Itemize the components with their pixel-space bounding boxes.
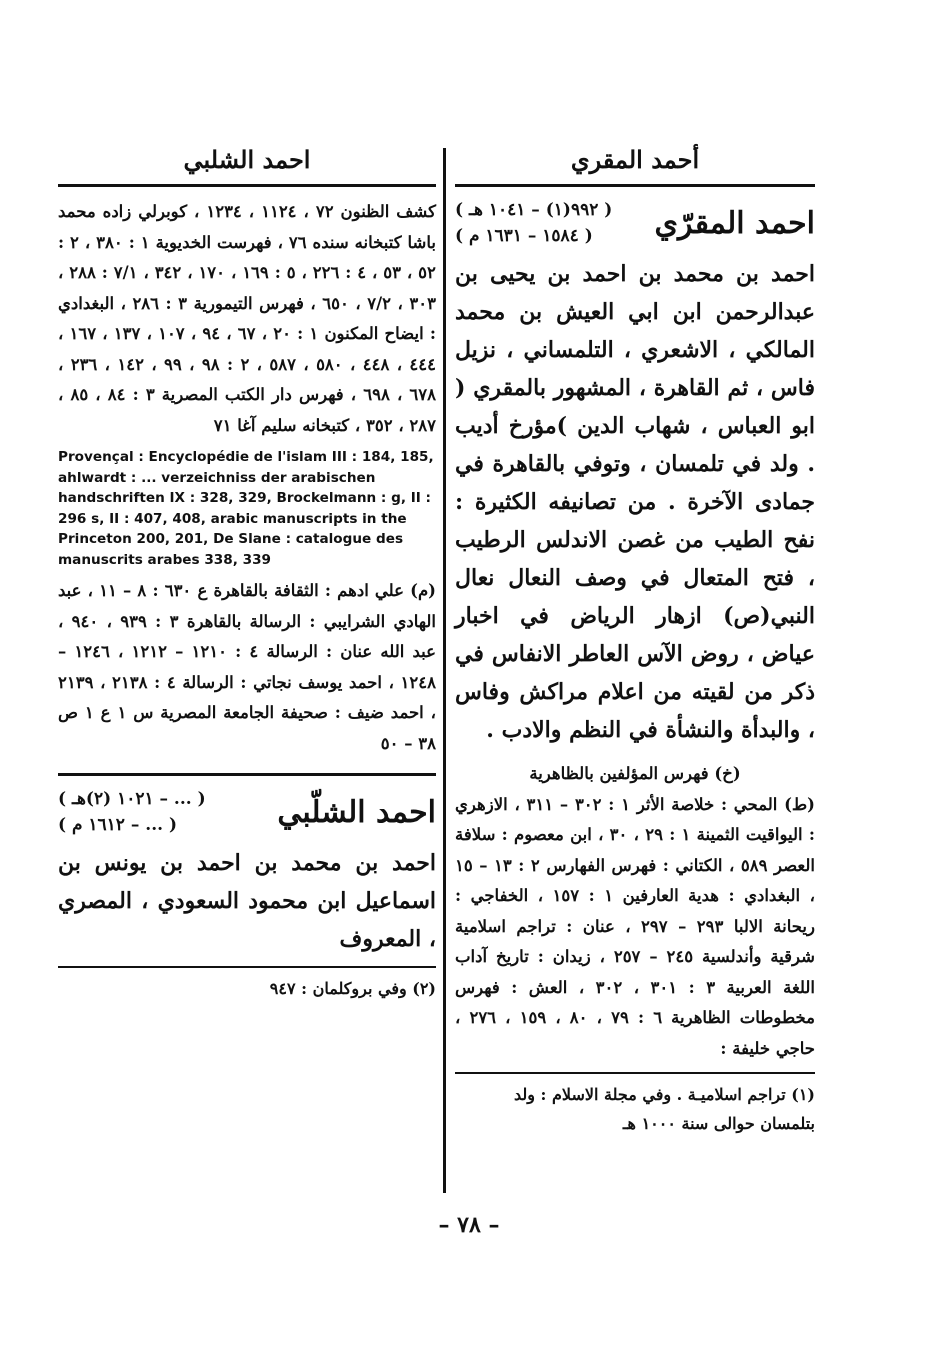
dates-hijri-2: ( ... – ١٠٢١ (٢)هـ )	[58, 789, 206, 809]
entry-separator	[58, 773, 436, 776]
right-title-rule	[455, 184, 815, 187]
left-column-title: احمد الشلبي	[183, 145, 311, 174]
dates-gregorian: ( ١٥٨٤ – ١٦٣١ م )	[455, 226, 593, 246]
reference-articles: (م) علي ادهم : الثقافة بالقاهرة ع ٦٣٠ : ٨ – ١١ ، عبد الهادي الشرايبي : الرسالة بالقاهرة ٣ : ٩٣٩ ، ٩٤٠ ، عبد الله عنان : الرسالة ٤ : ١٢١٠ – ١٢١٢ ، ١٢٤٦ – ١٢٤٨ ، احمد يوسف نجاتي : الرسالة ٤ : ٢١٣٨ ، ٢١٣٩ ، احمد ضيف : صحيفة الجامعة المصرية س ١ ع ١ ص ٣٨ – ٥٠	[58, 581, 437, 753]
reference-printed: (ط) المحي : خلاصة الأثر ١ : ٣٠٢ – ٣١١ ، الازهري : اليواقيت الثمينة ١ : ٢٩ ، ٣٠ ، ابن معصوم : سلافة العصر ٥٨٩ ، الكتاني : فهرس الفهارس ٢ : ١٣ – ١٥ ، البغدادي : هدية العارفين ١ : ١٥٧ ، الخفاجي : ريحانة الالبا ٢٩٣ – ٢٩٧ ، عنان : تراجم اسلامية شرقية وأندلسية ٢٤٥ – ٢٥٧ ، زيدان : تاريخ آداب اللغة العربية ٣ : ٣٠١ ، ٣٠٢ ، العش : فهرس مخطوطات الظاهرية ٦ : ٧٩ ، ٨٠ ، ١٥٩ ، ٢٧٦ ، حاجي خليفة :	[455, 794, 815, 1058]
right-column	[455, 140, 815, 1138]
dates-gregorian-2: ( ... – ١٦١٢ م )	[58, 815, 177, 835]
entry-header-shalabi	[58, 786, 436, 838]
left-column	[58, 140, 436, 1003]
entry-header-maqqari	[455, 197, 815, 249]
dates-hijri: ( ٩٩٢(١) – ١٠٤١ هـ )	[455, 200, 613, 220]
reference-manuscripts: (خ) فهرس المؤلفين بالظاهرية	[529, 764, 741, 783]
footnote-1: (١) تراجم اسلاميـة . وفي مجلة الاسلام : ولد بتلمسان حوالى سنة ١٠٠٠ هـ	[513, 1085, 815, 1133]
page-number: – ٧٨ –	[438, 1212, 500, 1238]
column-divider	[443, 148, 446, 1193]
entry-dates-2	[58, 786, 206, 838]
footnote-rule-2	[58, 966, 436, 968]
footnote-rule	[455, 1072, 815, 1074]
entry-name: احمد المقرّي	[654, 205, 815, 241]
latin-references: Provençal : Encyclopédie de l'islam III : 184, 185, ahlwardt : ... verzeichniss der arabischen handschriften IX : 328, 329, Brockelmann : g, II : 296 s, II : 407, 408, arabic manuscripts in the Princeton 200, 201, De Slane : catalogue des manuscrits arabes 338, 339	[58, 449, 434, 568]
footnote-2: (٢) وفي بروكلمان : ٩٤٧	[269, 979, 436, 998]
entry-name-2: احمد الشلّبي	[277, 794, 436, 830]
entry-dates	[455, 197, 612, 249]
entry-biography: احمد بن محمد بن احمد بن يحيى بن عبدالرحمن ابن ابي العيش بن محمد المالكي ، الاشعري ، التلمساني ، نزيل فاس ، ثم القاهرة ، المشهور بالمقري ( ابو العباس ، شهاب الدين )مؤرخ أديب . ولد في تلمسان ، وتوفي بالقاهرة في جمادى الآخرة . من تصانيفه الكثيرة : نفح الطيب من غصن الاندلس الرطيب ، فتح المتعال في وصف النعال نعال النبي(ص) ازهار الرياض في اخبار عياض ، روض الآس العاطر الانفاس في ذكر من لقيته من اعلام مراكش وفاس ، والبدأة والنشأة في النظم والادب .	[455, 261, 815, 743]
continued-references: كشف الظنون ٧٢ ، ١١٢٤ ، ١٢٣٤ ، كوبرلي زاده محمد باشا كتبخانه سنده ٧٦ ، فهرست الخديوية ١ : ٣٨٠ ، ٢ : ٥٢ ، ٥٣ ، ٤ : ٢٢٦ ، ٥ : ١٦٩ ، ١٧٠ ، ٣٤٢ ، ٧/١ : ٢٨٨ ، ٣٠٣ ، ٧/٢ ، ٦٥٠ ، فهرس التيمورية ٣ : ٢٨٦ ، البغدادي : ايضاح المكنون ١ : ٢٠ ، ٦٧ ، ٩٤ ، ١٠٧ ، ١٣٧ ، ١٦٧ ، ٤٤٤ ، ٤٤٨ ، ٥٨٠ ، ٥٨٧ ، ٢ : ٩٨ ، ٩٩ ، ١٤٢ ، ٢٣٦ ، ٦٧٨ ، ٦٩٨ ، فهرس دار الكتب المصرية ٣ : ٨٤ ، ٨٥ ، ٢٨٧ ، ٣٥٢ ، كتبخانه سليم آغا ٧١	[58, 202, 436, 435]
entry-biography-2: احمد بن محمد بن احمد بن يونس بن اسماعيل ابن محمود السعودي ، المصري ، المعروف	[58, 850, 436, 952]
right-column-title: أحمد المقري	[570, 145, 700, 174]
left-title-rule	[58, 184, 436, 187]
